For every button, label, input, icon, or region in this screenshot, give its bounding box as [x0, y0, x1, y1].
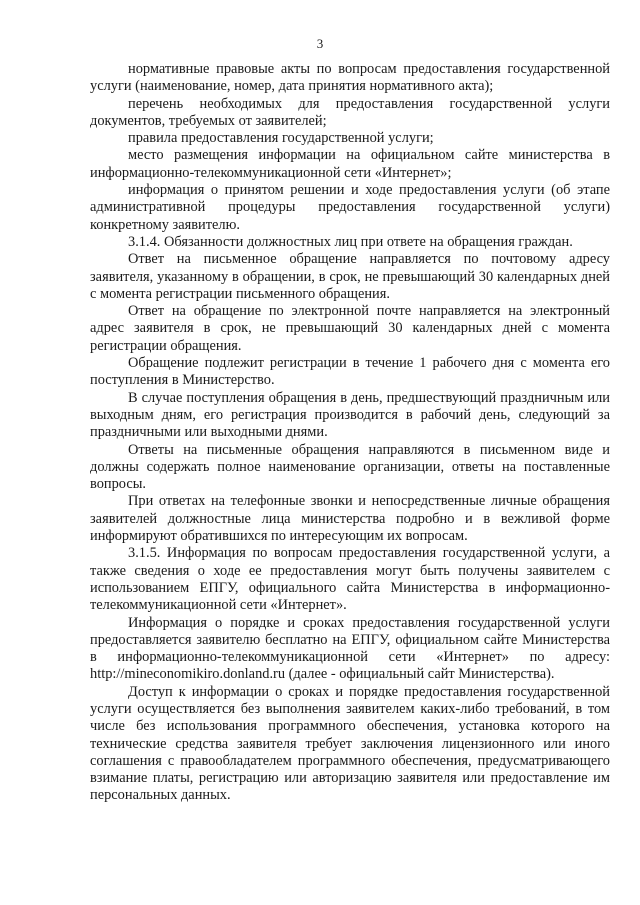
paragraph: В случае поступления обращения в день, предшествующий праздничным или выходным дням, его регистрация производится в рабочий день, следующий за праздничными или выходными днями.: [90, 389, 610, 441]
page-number: 3: [316, 36, 324, 51]
paragraph: Ответ на обращение по электронной почте направляется на электронный адрес заявителя в срок, не превышающий 30 календарных дней с момента регистрации обращения.: [90, 303, 610, 354]
section-heading: 3.1.4. Обязанности должностных лиц при ответе на обращения граждан.: [128, 233, 573, 250]
paragraph: нормативные правовые акты по вопросам предоставления государственной услуги (наименование, номер, дата принятия нормативного акта);: [90, 61, 610, 95]
paragraph: информация о принятом решении и ходе предоставления услуги (об этапе административной процедуры предоставления государственной услуги) конкретному заявителю.: [90, 182, 610, 233]
paragraph: Обращение подлежит регистрации в течение 1 рабочего дня с момента его поступления в Министерство.: [90, 355, 610, 389]
paragraph: правила предоставления государственной услуги;: [128, 130, 434, 147]
section-paragraph: 3.1.5. Информация по вопросам предоставления государственной услуги, а также сведения о ходе ее предоставления могут быть получены заявителем с использованием ЕПГУ, официального сайта Министерства в информационно-телекоммуникационной сети «Интернет».: [90, 545, 610, 614]
paragraph: Ответ на письменное обращение направляется по почтовому адресу заявителя, указанному в обращении, в срок, не превышающий 30 календарных дней с момента регистрации письменного обращения.: [90, 251, 610, 302]
paragraph: При ответах на телефонные звонки и непосредственные личные обращения заявителей должностные лица министерства подробно и в вежливой форме информируют обратившихся по интересующим их вопросам.: [90, 493, 610, 545]
paragraph: место размещения информации на официальном сайте министерства в информационно-телекоммуникационной сети «Интернет»;: [90, 147, 610, 181]
paragraph: Доступ к информации о сроках и порядке предоставления государственной услуги осуществляется без выполнения заявителем каких-либо требований, в том числе без использования программного обеспечения, установка которого на технические средства заявителя требует заключения лицензионного или иного соглашения с правообладателем программного обеспечения, предусматривающего взимание платы, регистрацию или авторизацию заявителя или предоставление им персональных данных.: [90, 683, 610, 804]
paragraph-with-link: Информация о порядке и сроках предоставления государственной услуги предоставляется заявителю бесплатно на ЕПГУ, официальном сайте Министерства в информационно-телекоммуникационной сети «Интернет» по адресу: http://mineconomikiro.donland.ru (далее - официальный сайт Министерства).: [90, 614, 610, 683]
paragraph: перечень необходимых для предоставления государственной услуги документов, требуемых от заявителей;: [90, 95, 610, 129]
document-body: [90, 61, 610, 805]
paragraph: Ответы на письменные обращения направляются в письменном виде и должны содержать полное наименование организации, ответы на поставленные вопросы.: [90, 441, 610, 493]
